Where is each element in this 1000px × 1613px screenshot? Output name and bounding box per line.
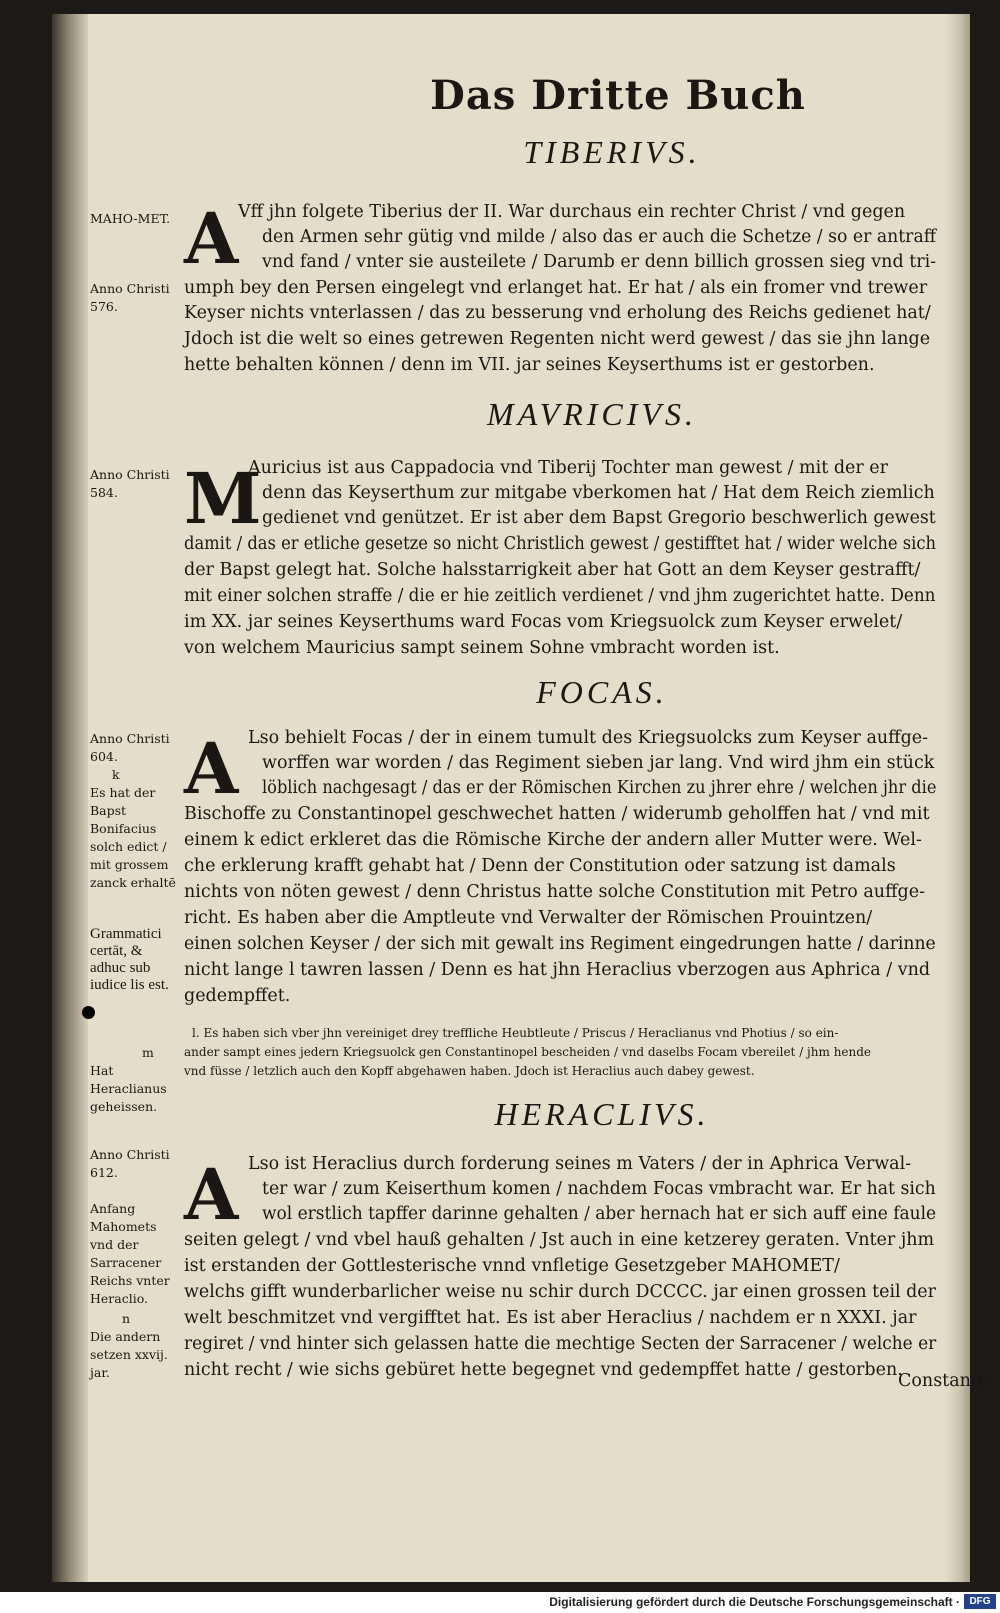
text-line: von welchem Mauricius sampt seinem Sohne vmbracht worden ist. bbox=[184, 638, 780, 658]
text-line: Keyser nichts vnterlassen / das zu besserung vnd erholung des Reichs gedienet hat/ bbox=[184, 303, 931, 323]
text-line: wol erstlich tapffer darinne gehalten / aber hernach hat er sich auff eine faule bbox=[262, 1204, 937, 1224]
text-line: damit / das er etliche gesetze so nicht Christlich gewest / gestifftet hat / wider welche sich bbox=[184, 534, 936, 554]
text-line: mit einer solchen straffe / die er hie zeitlich verdienet / vnd jhm zugerichtet hatte. Denn bbox=[184, 586, 936, 606]
margin-note: Hat Heraclianus geheissen. bbox=[90, 1063, 167, 1114]
margin-note: Es hat der Bapst Bonifacius solch edict / mit grossem zanck erhaltē bbox=[90, 785, 176, 890]
text-line: welchs gifft wunderbarlicher weise nu schir durch DCCCC. jar einen grossen teil der bbox=[184, 1282, 936, 1302]
margin-note: Anno Christi 604. bbox=[90, 731, 170, 764]
section-heading-mauricius: MAVRICIVS. bbox=[487, 396, 697, 432]
drop-initial: A bbox=[184, 197, 239, 280]
text-line: Vff jhn folgete Tiberius der II. War durchaus ein rechter Christ / vnd gegen bbox=[238, 202, 906, 222]
drop-initial: A bbox=[184, 727, 239, 810]
text-line: denn das Keyserthum zur mitgabe vberkomen hat / Hat dem Reich ziemlich bbox=[262, 483, 935, 503]
text-line: nichts von nöten gewest / denn Christus hatte solche Constitution mit Petro auffge- bbox=[184, 882, 925, 902]
footer-bar bbox=[0, 1592, 1000, 1613]
section-heading-heraclius: HERACLIVS. bbox=[494, 1096, 710, 1132]
scanned-page bbox=[52, 14, 990, 1582]
text-line: che erklerung krafft gehabt hat / Denn der Constitution oder satzung ist damals bbox=[184, 856, 896, 876]
text-line: richt. Es haben aber die Amptleute vnd Verwalter der Römischen Prouintzen/ bbox=[184, 908, 873, 928]
drop-initial: A bbox=[184, 1153, 239, 1236]
text-line: den Armen sehr gütig vnd milde / also das er auch die Schetze / so er antraff bbox=[262, 227, 937, 247]
text-line: regiret / vnd hinter sich gelassen hatte die mechtige Secten der Sarracener / welche er bbox=[184, 1334, 937, 1354]
text-line: einem k edict erkleret das die Römische Kirche der andern aller Mutter were. Wel- bbox=[184, 830, 922, 850]
footnote-line: vnd füsse / letzlich auch den Kopff abgehawen haben. Jdoch ist Heraclius auch dabey gewest. bbox=[184, 1064, 755, 1078]
page-edge-shadow bbox=[944, 14, 970, 1582]
footer-text: Digitalisierung gefördert durch die Deutsche Forschungsgemeinschaft · bbox=[549, 1595, 960, 1609]
margin-note: n bbox=[122, 1311, 131, 1326]
margin-note-latin: Grammatici certāt, & adhuc sub iudice lis est. bbox=[90, 926, 169, 993]
margin-note: k bbox=[112, 767, 120, 782]
text-line: nicht lange l tawren lassen / Denn es hat jhn Heraclius vberzogen aus Aphrica / vnd bbox=[184, 960, 931, 980]
bullet-mark bbox=[82, 1006, 95, 1019]
margin-note: Anno Christi 584. bbox=[90, 467, 170, 500]
text-line: ist erstanden der Gottlesterische vnnd vnfletige Gesetzgeber MAHOMET/ bbox=[184, 1256, 840, 1276]
text-line: einen solchen Keyser / der sich mit gewalt ins Regiment eingedrungen hatte / darinne bbox=[184, 934, 936, 954]
section-heading-focas: FOCAS. bbox=[536, 674, 668, 710]
dfg-logo: DFG bbox=[964, 1594, 996, 1609]
section-heading-tiberius: TIBERIVS. bbox=[523, 134, 701, 170]
text-line: Auricius ist aus Cappadocia vnd Tiberij Tochter man gewest / mit der er bbox=[248, 458, 889, 478]
footnote-line: ander sampt eines jedern Kriegsuolck gen Constantinopel bescheiden / vnd daselbs Focam vbereilet / jhm hende bbox=[184, 1045, 872, 1059]
text-line: der Bapst gelegt hat. Solche halsstarrigkeit aber hat Gott an dem Keyser gestrafft/ bbox=[184, 560, 921, 580]
text-line: Jdoch ist die welt so eines getrewen Regenten nicht werd gewest / das sie jhn lange bbox=[184, 329, 931, 349]
text-line: welt beschmitzet vnd vergifftet hat. Es ist aber Heraclius / nachdem er n XXXI. jar bbox=[184, 1308, 917, 1328]
running-title: Das Dritte Buch bbox=[430, 72, 806, 119]
book-spine-shadow bbox=[52, 14, 88, 1582]
text-line: worffen war worden / das Regiment sieben jar lang. Vnd wird jhm ein stück bbox=[262, 753, 935, 773]
margin-note: MAHO-MET. bbox=[90, 211, 171, 226]
margin-note: m bbox=[142, 1045, 154, 1060]
margin-note: Anfang Mahomets vnd der Sarracener Reichs vnter Heraclio. bbox=[90, 1201, 170, 1306]
margin-note: Die andern setzen xxvij. jar. bbox=[90, 1329, 168, 1380]
text-line: gedienet vnd genützet. Er ist aber dem Bapst Gregorio beschwerlich gewest bbox=[262, 508, 936, 528]
text-line: gedempffet. bbox=[184, 986, 291, 1006]
text-line: nicht recht / wie sichs gebüret hette begegnet vnd gedempffet hatte / gestorben. bbox=[184, 1360, 903, 1380]
text-line: Bischoffe zu Constantinopel geschwechet hatten / widerumb geholffen hat / vnd mit bbox=[184, 804, 930, 824]
margin-note: Anno Christi 612. bbox=[90, 1147, 170, 1180]
text-line: hette behalten können / denn im VII. jar seines Keyserthums ist er gestorben. bbox=[184, 355, 875, 375]
text-line: umph bey den Persen eingelegt vnd erlanget hat. Er hat / als ein fromer vnd trewer bbox=[184, 278, 928, 298]
footnote-line: l. Es haben sich vber jhn vereiniget drey treffliche Heubtleute / Priscus / Heraclianus vnd Photius / so ein- bbox=[192, 1026, 839, 1040]
text-line: seiten gelegt / vnd vbel hauß gehalten / Jst auch in eine ketzerey geraten. Vnter jhm bbox=[184, 1230, 935, 1250]
margin-note: Anno Christi 576. bbox=[90, 281, 170, 314]
text-line: Lso ist Heraclius durch forderung seines m Vaters / der in Aphrica Verwal- bbox=[248, 1154, 912, 1174]
catchword: Constanti- bbox=[898, 1371, 990, 1391]
text-line: ter war / zum Keiserthum komen / nachdem Focas vmbracht war. Er hat sich bbox=[262, 1179, 936, 1199]
drop-initial: M bbox=[184, 457, 262, 540]
text-line: im XX. jar seines Keyserthums ward Focas vom Kriegsuolck zum Keyser erwelet/ bbox=[184, 612, 903, 632]
text-line: Lso behielt Focas / der in einem tumult des Kriegsuolcks zum Keyser auffge- bbox=[248, 728, 929, 748]
text-line: vnd fand / vnter sie austeilete / Darumb er denn billich grossen sieg vnd tri- bbox=[262, 252, 937, 272]
text-line: löblich nachgesagt / das er der Römischen Kirchen zu jhrer ehre / welchen jhr die bbox=[262, 778, 937, 798]
